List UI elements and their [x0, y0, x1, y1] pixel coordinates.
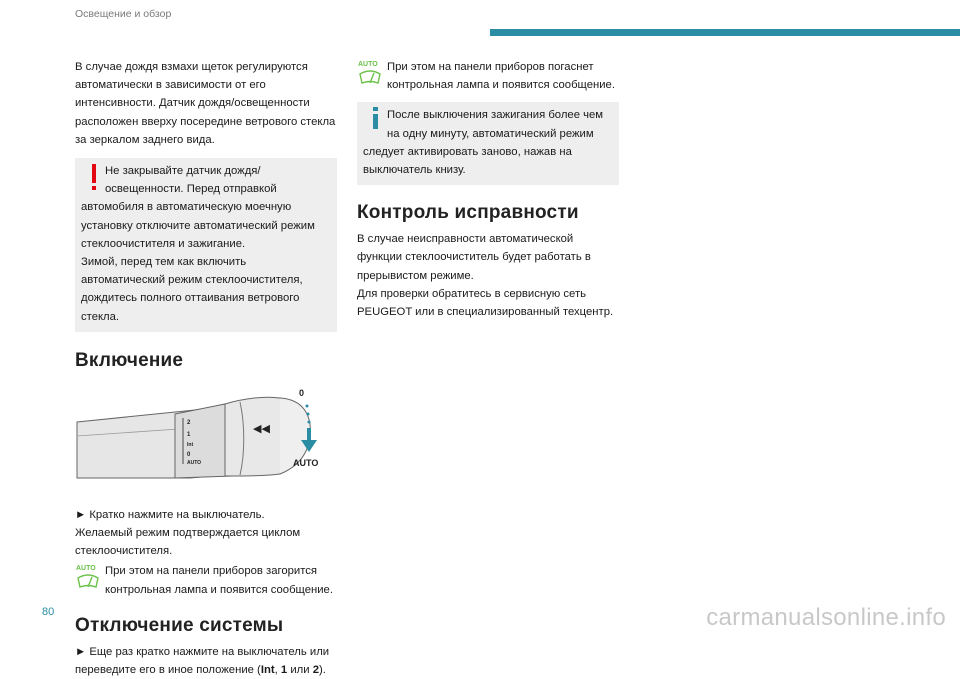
wiper-stalk-figure [75, 384, 337, 494]
svg-text:2: 2 [187, 419, 191, 426]
column-right [357, 58, 619, 321]
auto-lamp-on-row [75, 562, 337, 598]
warning-icon [83, 162, 105, 196]
lamp-off-text: При этом на панели приборов погаснет контрольная лампа и появится сообщение. [387, 61, 615, 92]
service-text: Для проверки обратитесь в сервисную сеть PEUGEOT или в специализированный техцентр. [357, 287, 614, 319]
warning-text-2: Зимой, перед тем как включить автоматический режим стеклоочистителя, дождитесь полного оттаивания ветрового стекла. [81, 256, 303, 323]
lamp-on-text: При этом на панели приборов загорится контрольная лампа и появится сообщение. [105, 565, 333, 596]
auto-lamp-off-row [357, 58, 619, 94]
section-title-fault: Контроль исправности [357, 202, 579, 224]
warning-note [75, 158, 337, 332]
svg-text:AUTO: AUTO [187, 459, 202, 466]
section-title-activation: Включение [75, 349, 184, 371]
warning-text: Не закрывайте датчик дождя/освещенности. Перед отправкой автомобиля в автоматическую моечную установку отключите автоматический режим стеклоочистителя и зажигание. [81, 165, 315, 250]
info-text: После выключения зажигания более чем на одну минуту, автоматический режим следует активировать заново, нажав на выключатель книзу. [363, 109, 604, 177]
svg-text:AUTO: AUTO [358, 61, 378, 68]
step-press-switch: ► Кратко нажмите на выключатель. [75, 508, 265, 521]
header-accent-bar [490, 29, 960, 36]
figure-label-off: 0 [299, 387, 305, 398]
page-number: 80 [42, 606, 55, 618]
svg-text:0: 0 [187, 451, 191, 458]
step-confirm: Желаемый режим подтверждается циклом стеклоочистителя. [75, 527, 301, 558]
svg-text:Int: Int [187, 441, 194, 448]
intro-paragraph: В случае дождя взмахи щеток регулируются автоматически в зависимости от его интенсивности. Датчик дождя/освещенности расположен вверху посередине ветрового стекла за зеркалом заднего вида. [75, 61, 336, 146]
header-title: Освещение и обзор [75, 8, 172, 20]
section-title-deactivation: Отключение системы [75, 614, 284, 636]
svg-text:◀◀: ◀◀ [253, 421, 270, 435]
info-icon [365, 106, 387, 130]
info-note [357, 102, 619, 185]
auto-wiper-lamp-icon [357, 59, 383, 89]
auto-wiper-lamp-icon [75, 563, 101, 593]
figure-label-auto: AUTO [293, 457, 319, 468]
column-left [75, 58, 337, 679]
svg-text:AUTO: AUTO [76, 565, 96, 573]
step-deactivate: ► Еще раз кратко нажмите на выключатель или переведите его в иное положение (Int, 1 или 2). [75, 645, 330, 677]
watermark: carmanualsonline.info [706, 604, 946, 631]
svg-text:1: 1 [187, 431, 191, 438]
fault-text: В случае неисправности автоматической функции стеклоочиститель будет работать в прерывистом режиме. [357, 233, 591, 282]
